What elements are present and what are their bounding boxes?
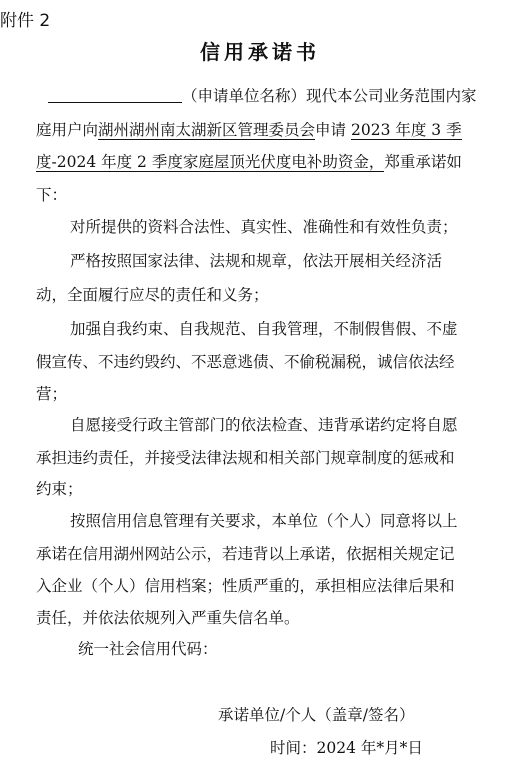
commitment-4-line-3: 约束； bbox=[36, 480, 83, 498]
commitment-5-line-3: 入企业（个人）信用档案；性质严重的，承担相应法律后果和 bbox=[36, 577, 455, 595]
credit-code-label: 统一社会信用代码： bbox=[78, 640, 218, 658]
document-title: 信用承诺书 bbox=[200, 40, 320, 64]
signer-label: 承诺单位/个人（盖章/签名） bbox=[218, 706, 415, 724]
applicant-name-blank[interactable] bbox=[48, 86, 182, 103]
commitment-3-line-3: 营； bbox=[36, 385, 68, 403]
date-label: 时间：2024 年*月*日 bbox=[270, 739, 423, 757]
commitment-2-line-2: 动，全面履行应尽的责任和义务； bbox=[36, 286, 269, 304]
commitment-5-line-1: 按照信用信息管理有关要求，本单位（个人）同意将以上 bbox=[70, 512, 458, 530]
attachment-label: 附件 2 bbox=[0, 11, 51, 31]
intro-line-3: 度-2024 年度 2 季度家庭屋顶光伏度电补助资金，郑重承诺如 bbox=[36, 153, 462, 171]
commitment-1-line-1: 对所提供的资料合法性、真实性、准确性和有效性负责； bbox=[70, 218, 458, 236]
subsidy-subject-a: 2023 年度 3 季 bbox=[350, 121, 462, 139]
commitment-2-line-1: 严格按照国家法律、法规和规章，依法开展相关经济活 bbox=[70, 252, 443, 270]
commitment-4-line-1: 自愿接受行政主管部门的依法检查、违背承诺约定将自愿 bbox=[70, 416, 458, 434]
intro-line-4: 下： bbox=[36, 186, 68, 204]
commitment-5-line-2: 承诺在信用湖州网站公示，若违背以上承诺，依据相关规定记 bbox=[36, 545, 455, 563]
commitment-3-line-1: 加强自我约束、自我规范、自我管理，不制假售假、不虚 bbox=[70, 320, 458, 338]
commitment-3-line-2: 假宣传、不违约毁约、不恶意逃债、不偷税漏税，诚信依法经 bbox=[36, 353, 455, 371]
commitment-5-line-4: 责任，并依法依规列入严重失信名单。 bbox=[36, 609, 300, 627]
subsidy-subject-b: 度-2024 年度 2 季度家庭屋顶光伏度电补助资金， bbox=[36, 153, 385, 171]
intro-line-2: 庭用户向湖州湖州南太湖新区管理委员会申请 2023 年度 3 季 bbox=[36, 121, 462, 139]
applied-organization: 湖州湖州南太湖新区管理委员会 bbox=[98, 121, 316, 139]
intro-line-1: （申请单位名称）现代本公司业务范围内家 bbox=[36, 84, 477, 106]
commitment-4-line-2: 承担违约责任，并接受法律法规和相关部门规章制度的惩戒和 bbox=[36, 449, 455, 467]
